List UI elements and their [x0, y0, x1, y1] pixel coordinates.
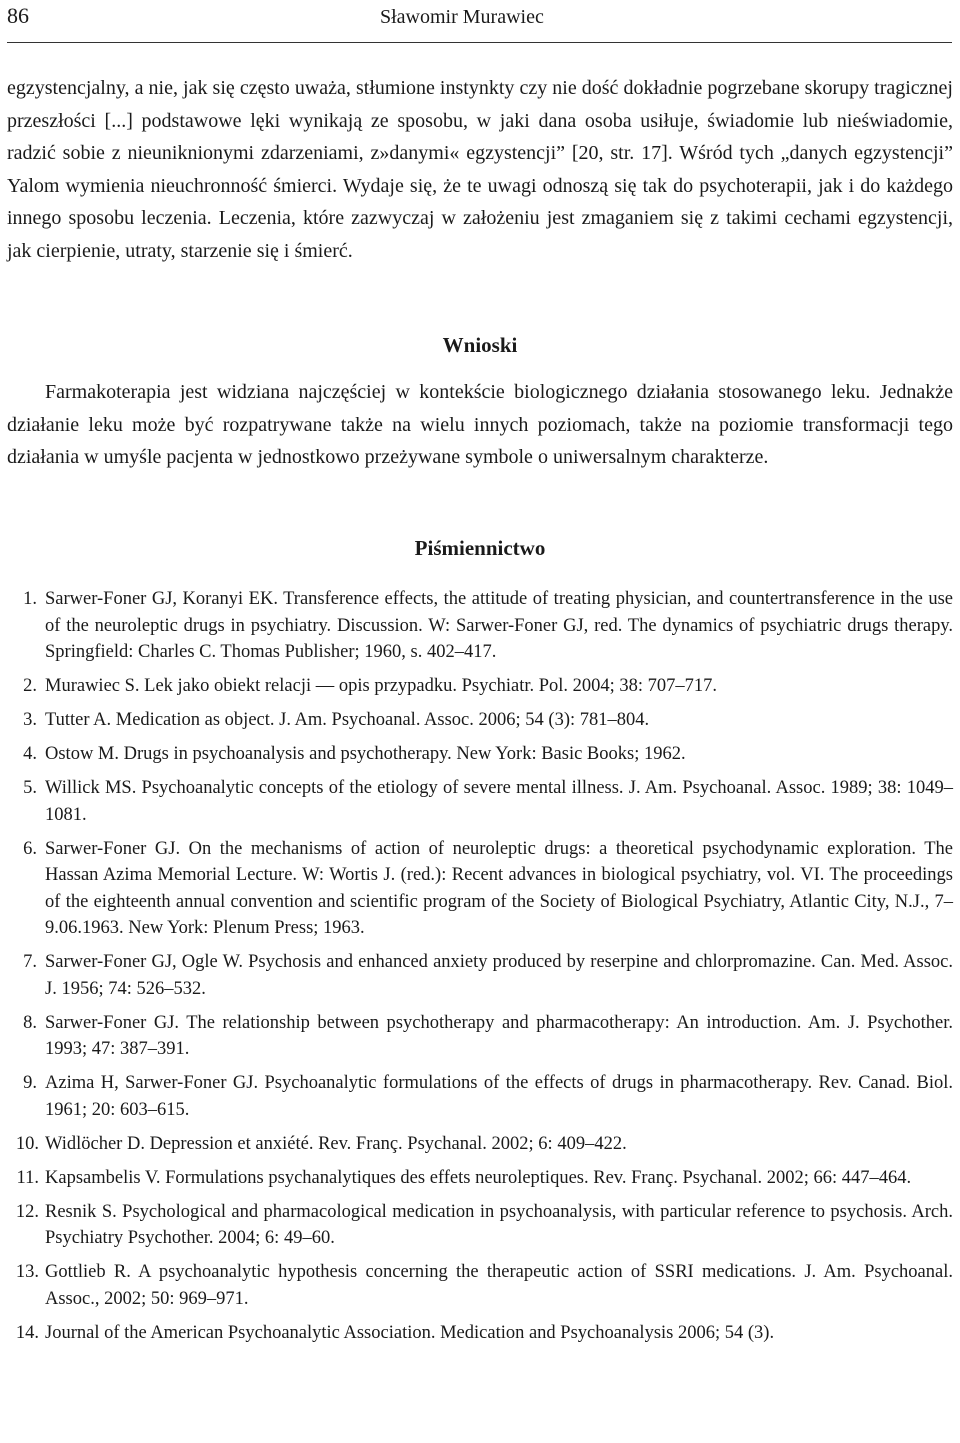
reference-item	[7, 707, 953, 734]
reference-list	[7, 586, 953, 1354]
section-heading-references: Piśmiennictwo	[414, 536, 546, 560]
reference-item	[7, 1131, 953, 1158]
reference-item	[7, 836, 953, 942]
running-head	[7, 0, 952, 43]
section-heading-conclusions: Wnioski	[442, 333, 518, 357]
reference-text: Resnik S. Psychological and pharmacological medication in psychoanalysis, with particular reference to psychosis. Arch. Psychiatry Psychother. 2004; 6: 49–60.	[45, 1201, 953, 1248]
reference-text: Ostow M. Drugs in psychoanalysis and psychotherapy. New York: Basic Books; 1962.	[45, 744, 686, 764]
reference-number: 9.	[23, 1073, 37, 1093]
reference-number: 4.	[23, 744, 37, 764]
reference-number: 14.	[15, 1322, 39, 1343]
reference-text: Murawiec S. Lek jako obiekt relacji — opis przypadku. Psychiatr. Pol. 2004; 38: 707–717.	[45, 676, 718, 696]
reference-item	[7, 1165, 953, 1192]
body-paragraph-1: egzystencjalny, a nie, jak się często uważa, stłumione instynkty czy nie dość dokładnie pogrzebane skorupy tragicznej przeszłości [...] podstawowe lęki wynikają ze sposobu, w jaki dana osoba usiłuje, świadomie lub nieświadomie, radzić sobie z nieuniknionymi zdarzeniami, z»danymi« egzystencji” [20, str. 17]. Wśród tych „danych egzystencji” Yalom wymienia nieuchronność śmierci. Wydaje się, że te uwagi odnoszą się tak do psychoterapii, jak i do każdego innego sposobu leczenia. Leczenia, które zazwyczaj w założeniu jest zmaganiem się z takimi cechami egzystencji, jak cierpienie, utraty, starzenie się i śmierć.	[7, 77, 953, 262]
reference-text: Sarwer-Foner GJ. The relationship between psychotherapy and pharmacotherapy: An introduction. Am. J. Psychother. 1993; 47: 387–391.	[45, 1012, 953, 1059]
reference-text: Kapsambelis V. Formulations psychanalytiques des effets neuroleptiques. Rev. Franç. Psychanal. 2002; 66: 447–464.	[45, 1167, 912, 1188]
reference-number: 13.	[15, 1262, 39, 1282]
body-paragraph-2: Farmakoterapia jest widziana najczęściej w kontekście biologicznego działania stosowanego leku. Jednakże działanie leku może być rozpatrywane także na wielu innych poziomach, także na poziomie transformacji tego działania w umyśle pacjenta w jednostkowo przeżywane symbole o uniwersalnym charakterze.	[7, 381, 953, 469]
reference-item	[7, 673, 953, 700]
reference-item	[7, 586, 953, 666]
reference-text: Gottlieb R. A psychoanalytic hypothesis concerning the therapeutic action of SSRI medications. J. Am. Psychoanal. Assoc., 2002; 50: 969–971.	[45, 1262, 953, 1309]
reference-text: Azima H, Sarwer-Foner GJ. Psychoanalytic formulations of the effects of drugs in pharmacotherapy. Rev. Canad. Biol. 1961; 20: 603–615.	[45, 1073, 953, 1120]
reference-number: 7.	[23, 952, 37, 972]
reference-item	[7, 775, 953, 828]
reference-text: Journal of the American Psychoanalytic Association. Medication and Psychoanalysis 2006; 54 (3).	[45, 1322, 775, 1343]
reference-number: 12.	[15, 1201, 39, 1222]
reference-number: 2.	[23, 676, 37, 696]
reference-item	[7, 1320, 953, 1347]
reference-text: Tutter A. Medication as object. J. Am. Psychoanal. Assoc. 2006; 54 (3): 781–804.	[45, 710, 650, 730]
reference-text: Sarwer-Foner GJ, Koranyi EK. Transference effects, the attitude of treating physician, and countertransference in the use of the neuroleptic drugs in psychiatry. Discussion. W: Sarwer-Foner GJ, red. The dynamics of psychiatric drugs therapy. Springfield: Charles C. Thomas Publisher; 1960, s. 402–417.	[45, 589, 953, 662]
running-title-author: Sławomir Murawiec	[380, 6, 544, 28]
reference-number: 10.	[15, 1133, 39, 1154]
reference-text: Sarwer-Foner GJ. On the mechanisms of action of neuroleptic drugs: a theoretical psychodynamic exploration. The Hassan Azima Memorial Lecture. W: Wortis J. (red.): Recent advances in biological psychiatry, vol. VI. The proceedings of the eighteenth annual convention and scientific program of the Society of Biological Psychiatry, Atlantic City, N.J., 7–9.06.1963. New York: Plenum Press; 1963.	[45, 838, 953, 938]
reference-number: 8.	[23, 1012, 37, 1033]
reference-text: Sarwer-Foner GJ, Ogle W. Psychosis and enhanced anxiety produced by reserpine and chlorpromazine. Can. Med. Assoc. J. 1956; 74: 526–532.	[45, 952, 953, 999]
reference-item	[7, 1259, 953, 1312]
reference-number: 1.	[23, 589, 37, 609]
reference-text: Widlöcher D. Depression et anxiété. Rev. Franç. Psychanal. 2002; 6: 409–422.	[45, 1133, 627, 1154]
reference-text: Willick MS. Psychoanalytic concepts of the etiology of severe mental illness. J. Am. Psychoanal. Assoc. 1989; 38: 1049–1081.	[45, 778, 953, 825]
reference-number: 6.	[23, 838, 37, 859]
reference-item	[7, 1199, 953, 1252]
reference-item	[7, 1070, 953, 1123]
reference-number: 5.	[23, 778, 37, 798]
reference-number: 3.	[23, 710, 37, 730]
reference-number: 11.	[16, 1167, 39, 1188]
page-number: 86	[7, 3, 29, 28]
reference-item	[7, 949, 953, 1002]
reference-item	[7, 741, 953, 768]
reference-item	[7, 1010, 953, 1063]
